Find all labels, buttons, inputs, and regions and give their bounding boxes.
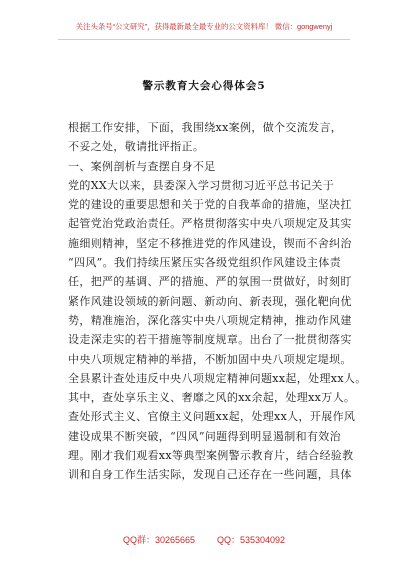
footer-qq: QQ：535304092: [216, 535, 286, 545]
body-line: 设走深走实的若干措施等制度规章。出台了一批贯彻落实: [68, 333, 352, 347]
body-line: 其中，查处享乐主义、奢靡之风的xx余起，处理xx万人。: [68, 391, 356, 405]
header-divider: [58, 39, 350, 40]
body-line: 施细则精神，坚定不移推进党的作风建设，锲而不舍纠治: [68, 236, 352, 250]
body-line: “四风”。我们持续压紧压实各级党组织作风建设主体责: [68, 256, 341, 270]
body-line: 中央八项规定精神的举措，不断加固中央八项规定堤坝。: [68, 352, 352, 366]
body-line: 理。刚才我们观看xx等典型案例警示教育片，结合经验教: [68, 449, 354, 463]
section-heading: 一、案例剖析与查摆自身不足: [68, 159, 216, 173]
body-line: 势，精准施治，深化落实中央八项规定精神，推动作风建: [68, 313, 352, 327]
document-title: 警示教育大会心得体会5: [142, 80, 266, 92]
body-line: 不妥之处，敬请批评指正。: [68, 140, 205, 154]
document-body: [68, 118, 367, 485]
footer-qq-group: QQ群：30265665: [122, 535, 195, 545]
footer-contact: [0, 533, 408, 546]
body-line: 紧作风建设领域的新问题、新动向、新表现，强化靶向优: [68, 294, 352, 308]
body-line: 全县累计查处违反中央八项规定精神问题xx起，处理xx人。: [68, 371, 367, 385]
header-banner: 关注头条号“公文研究”，获得最新最全最专业的公文资料库！ 微信：gongwenyj: [75, 22, 333, 31]
body-line: 党的建设的重要思想和关于党的自我革命的措施，坚决扛: [68, 198, 352, 212]
body-line: 查处形式主义、官僚主义问题xx起，处理xx人，开展作风: [68, 410, 356, 424]
body-line: 训和自身工作生活实际，发现自己还存在一些问题，具体: [68, 468, 352, 482]
body-line: 起管党治党政治责任。严格贯彻落实中央八项规定及其实: [68, 217, 352, 231]
body-line: 建设成果不断突破，“四风”问题得到明显遏制和有效治: [68, 429, 341, 443]
body-line: 任，把严的基调、严的措施、严的氛围一贯做好，时刻盯: [68, 275, 352, 289]
body-line: 党的XX大以来，县委深入学习贯彻习近平总书记关于: [68, 178, 335, 192]
body-line: 根据工作安排，下面，我围绕xx案例，做个交流发言，: [68, 121, 343, 134]
